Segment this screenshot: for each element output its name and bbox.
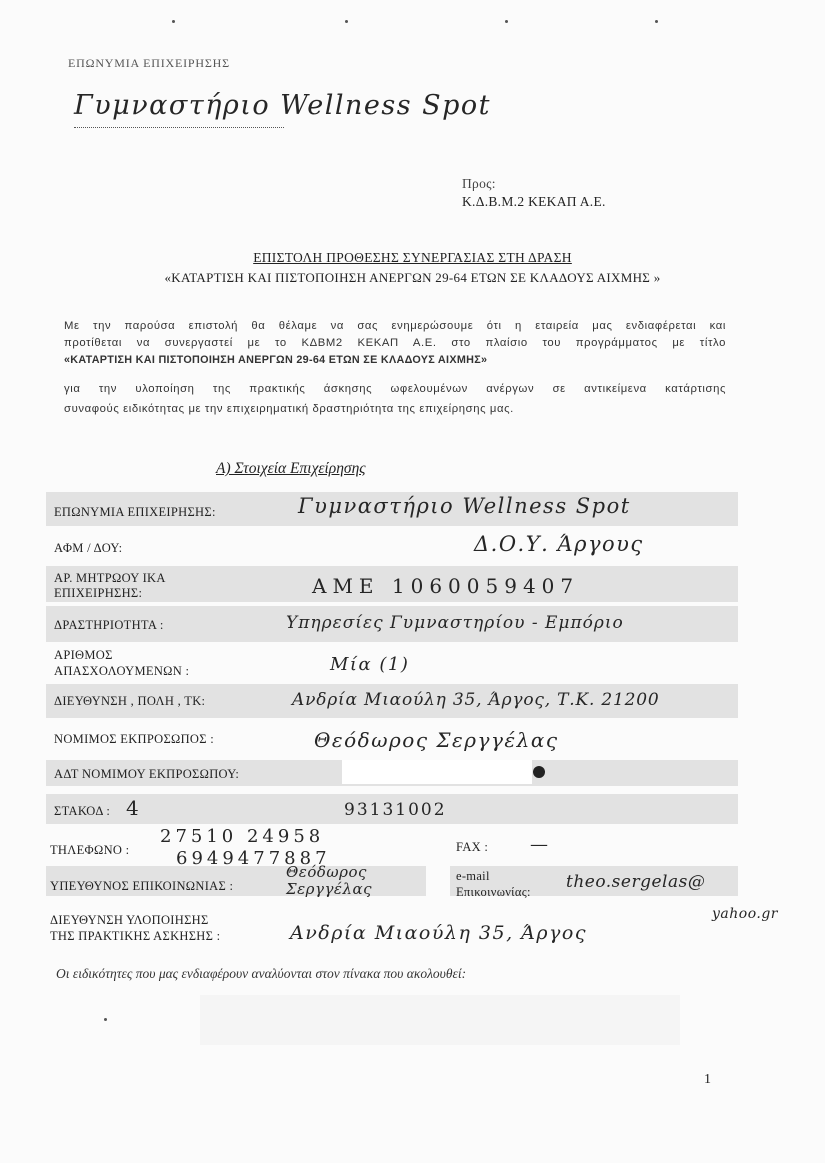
scan-dot — [104, 1018, 107, 1021]
email-value-1: theo.sergelas@ — [566, 872, 706, 892]
email-label-line1: e-mail — [456, 869, 490, 883]
employees-label-line1: ΑΡΙΘΜΟΣ — [54, 648, 113, 662]
intro-p1-line1: Με την παρούσα επιστολή θα θέλαμε να σας ενημερώσουμε ότι η εταιρεία μας ενδιαφέρεται και — [64, 320, 726, 332]
registry-label — [54, 571, 166, 601]
page-number: 1 — [704, 1072, 712, 1087]
fax-label: FAX : — [456, 840, 489, 854]
email-value-2: yahoo.gr — [712, 906, 778, 922]
section-a-heading-text: Α) Στοιχεία Επιχείρησης — [216, 460, 366, 477]
stakod-label: ΣΤΑΚΟΔ : — [54, 804, 111, 818]
employees-label-line2: ΑΠΑΣΧΟΛΟΥΜΕΝΩΝ : — [54, 664, 190, 678]
contact-value — [286, 864, 372, 898]
intro-p2-line1: για την υλοποίηση της πρακτικής άσκησης ωφελουμένων ανέργων σε αντικείμενα κατάρτισης — [64, 383, 726, 395]
address-value: Ανδρία Μιαούλη 35, Άργος, Τ.Κ. 21200 — [292, 690, 660, 710]
letter-title-line1: ΕΠΙΣΤΟΛΗ ΠΡΟΘΕΣΗΣ ΣΥΝΕΡΓΑΣΙΑΣ ΣΤΗ ΔΡΑΣΗ — [253, 250, 572, 265]
registry-value: ΑΜΕ 1060059407 — [312, 574, 580, 598]
employees-value: Μία (1) — [330, 654, 410, 675]
phone-label: ΤΗΛΕΦΩΝΟ : — [50, 843, 130, 857]
specialties-note: Οι ειδικότητες που μας ενδιαφέρουν αναλύονται στον πίνακα που ακολουθεί: — [56, 966, 467, 981]
fax-value: — — [530, 834, 550, 855]
company-name-label: ΕΠΩΝΥΜΙΑ ΕΠΙΧΕΙΡΗΣΗΣ: — [54, 505, 216, 519]
intro-p1-line2: προτίθεται να συνεργαστεί με το ΚΔΒΜ2 ΚΕΚΑΠ Α.Ε. στο πλαίσιο του προγράμματος με τίτλο — [64, 337, 726, 349]
letter-title-line2: «ΚΑΤΑΡΤΙΣΗ ΚΑΙ ΠΙΣΤΟΠΟΙΗΣΗ ΑΝΕΡΓΩΝ 29-64 ΕΤΩΝ ΣΕ ΚΛΑΔΟΥΣ ΑΙΧΜΗΣ » — [164, 270, 661, 285]
phone-value-2: 6949477887 — [176, 848, 331, 869]
id-label: ΑΔΤ ΝΟΜΙΜΟΥ ΕΚΠΡΟΣΩΠΟΥ: — [54, 767, 240, 781]
company-name-value: Γυμναστήριο Wellness Spot — [298, 494, 631, 518]
company-name-underline — [74, 127, 284, 128]
practice-address-label — [50, 912, 220, 944]
scan-dot — [345, 20, 348, 23]
contact-value-line2: Σεργγέλας — [286, 880, 372, 898]
afm-value: Δ.Ο.Υ. Άργους — [474, 532, 644, 556]
intro-p1-line3: «ΚΑΤΑΡΤΙΣΗ ΚΑΙ ΠΙΣΤΟΠΟΙΗΣΗ ΑΝΕΡΓΩΝ 29-64 ΕΤΩΝ ΣΕ ΚΛΑΔΟΥΣ ΑΙΧΜΗΣ» — [64, 354, 488, 366]
ink-blot-icon — [533, 766, 545, 778]
employees-label — [54, 647, 189, 679]
phone-value-1: 27510 24958 — [160, 826, 325, 847]
activity-value: Υπηρεσίες Γυμναστηρίου - Εμπόριο — [286, 613, 624, 633]
recipient-to-label: Προς: — [462, 176, 496, 191]
email-label — [456, 868, 531, 900]
email-label-line2: Επικοινωνίας: — [456, 885, 531, 899]
stakod-value: 93131002 — [344, 800, 447, 820]
afm-label: ΑΦΜ / ΔΟΥ: — [54, 541, 123, 555]
id-redaction — [342, 760, 532, 784]
stakod-mark: 4 — [126, 796, 141, 820]
company-name-header-label: ΕΠΩΝΥΜΙΑ ΕΠΙΧΕΙΡΗΣΗΣ — [68, 56, 230, 70]
section-a-heading — [216, 460, 366, 478]
registry-label-line2: ΕΠΙΧΕΙΡΗΣΗΣ: — [54, 586, 143, 600]
scan-dot — [172, 20, 175, 23]
company-name-header-handwritten: Γυμναστήριο Wellness Spot — [74, 90, 492, 121]
practice-address-value: Ανδρία Μιαούλη 35, Άργος — [290, 922, 587, 944]
practice-address-label-line2: ΤΗΣ ΠΡΑΚΤΙΚΗΣ ΑΣΚΗΣΗΣ : — [50, 929, 221, 943]
scan-dot — [655, 20, 658, 23]
contact-label: ΥΠΕΥΘΥΝΟΣ ΕΠΙΚΟΙΝΩΝΙΑΣ : — [50, 879, 234, 893]
registry-label-line1: ΑΡ. ΜΗΤΡΩΟΥ ΙΚΑ — [54, 571, 166, 585]
faint-table-ghost — [200, 995, 680, 1045]
intro-p2-line2: συναφούς ειδικότητας με την επιχειρηματική δραστηριότητα της επιχείρησης μας. — [64, 403, 514, 415]
legal-rep-value: Θεόδωρος Σεργγέλας — [314, 728, 559, 752]
scan-dot — [505, 20, 508, 23]
address-label: ΔΙΕΥΘΥΝΣΗ , ΠΟΛΗ , ΤΚ: — [54, 694, 206, 708]
contact-value-line1: Θεόδωρος — [286, 863, 367, 881]
legal-rep-label: ΝΟΜΙΜΟΣ ΕΚΠΡΟΣΩΠΟΣ : — [54, 732, 215, 746]
activity-label: ΔΡΑΣΤΗΡΙΟΤΗΤΑ : — [54, 618, 164, 632]
recipient-name: Κ.Δ.Β.Μ.2 ΚΕΚΑΠ Α.Ε. — [462, 194, 606, 209]
practice-address-label-line1: ΔΙΕΥΘΥΝΣΗ ΥΛΟΠΟΙΗΣΗΣ — [50, 913, 209, 927]
